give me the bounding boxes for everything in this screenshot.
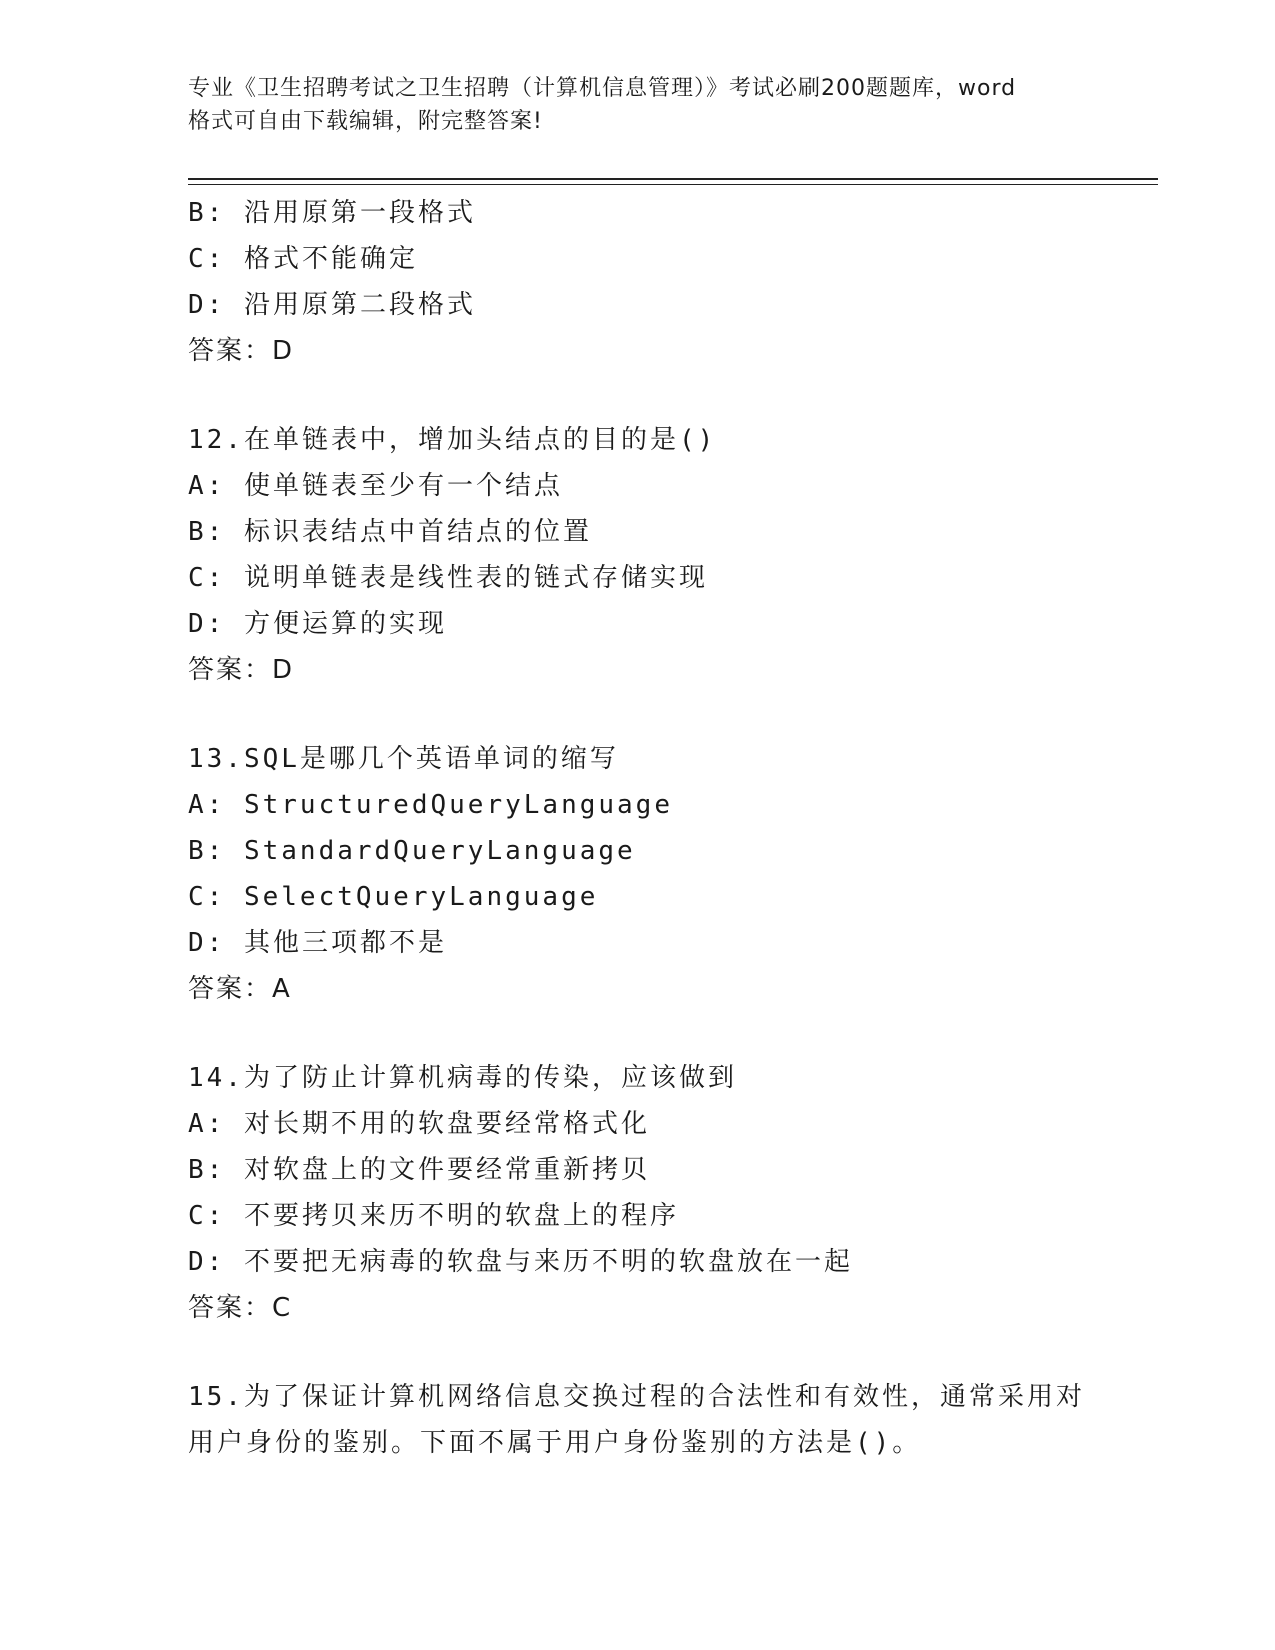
spacer [188, 374, 1148, 417]
question-list [188, 190, 1148, 1466]
question-text: 13.SQL是哪几个英语单词的缩写 [188, 744, 619, 774]
header-line-1: 专业《卫生招聘考试之卫生招聘（计算机信息管理）》考试必刷200题题库，word [188, 76, 1017, 101]
option-b: B: 标识表结点中首结点的位置 [188, 517, 592, 547]
option-b: B: 对软盘上的文件要经常重新拷贝 [188, 1155, 650, 1185]
option-a: A: StructuredQueryLanguage [188, 790, 673, 820]
option-d: D: 方便运算的实现 [188, 609, 447, 639]
option-c: C: 不要拷贝来历不明的软盘上的程序 [188, 1201, 679, 1231]
question-text: 12.在单链表中，增加头结点的目的是() [188, 425, 717, 455]
answer: 答案：A [188, 974, 292, 1004]
option-b: B: 沿用原第一段格式 [188, 198, 476, 228]
spacer [188, 693, 1148, 736]
spacer [188, 1331, 1148, 1374]
option-a: A: 使单链表至少有一个结点 [188, 471, 563, 501]
option-b: B: StandardQueryLanguage [188, 836, 636, 866]
header-divider-thin [188, 184, 1158, 185]
header-divider [188, 178, 1158, 180]
question-text-line-2: 用户身份的鉴别。下面不属于用户身份鉴别的方法是()。 [188, 1428, 922, 1458]
answer: 答案：D [188, 655, 295, 685]
answer: 答案：C [188, 1293, 293, 1323]
document-header [188, 72, 1088, 138]
question-11-tail [188, 190, 1148, 374]
question-text: 14.为了防止计算机病毒的传染，应该做到 [188, 1063, 737, 1093]
question-13 [188, 736, 1148, 1012]
option-d: D: 其他三项都不是 [188, 928, 447, 958]
header-line-2: 格式可自由下载编辑，附完整答案! [188, 109, 543, 134]
option-c: C: 说明单链表是线性表的链式存储实现 [188, 563, 708, 593]
spacer [188, 1012, 1148, 1055]
question-text-line-1: 15.为了保证计算机网络信息交换过程的合法性和有效性，通常采用对 [188, 1382, 1085, 1412]
question-12 [188, 417, 1148, 693]
answer: 答案：D [188, 336, 295, 366]
option-c: C: 格式不能确定 [188, 244, 418, 274]
question-15 [188, 1374, 1148, 1466]
option-c: C: SelectQueryLanguage [188, 882, 599, 912]
option-d: D: 沿用原第二段格式 [188, 290, 476, 320]
option-d: D: 不要把无病毒的软盘与来历不明的软盘放在一起 [188, 1247, 853, 1277]
question-14 [188, 1055, 1148, 1331]
option-a: A: 对长期不用的软盘要经常格式化 [188, 1109, 650, 1139]
